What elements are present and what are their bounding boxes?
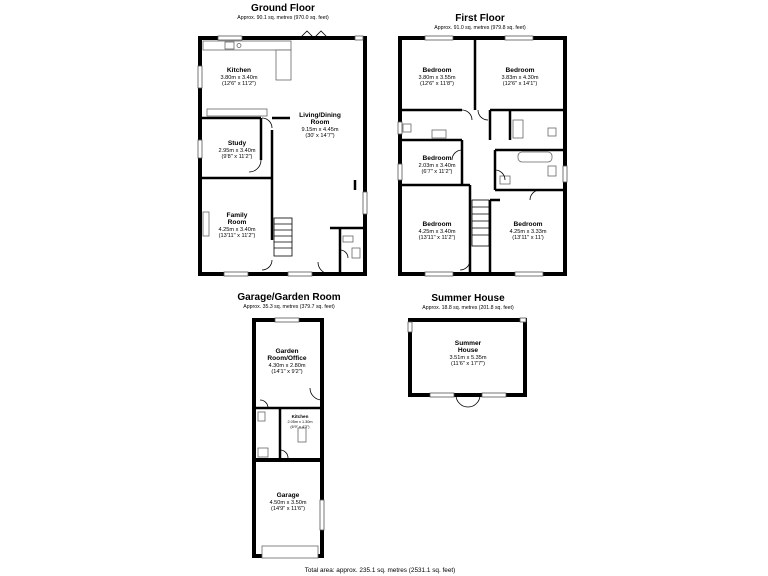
svg-text:Kitchen: Kitchen bbox=[226, 67, 252, 74]
svg-text:Kitchen: Kitchen bbox=[291, 414, 309, 419]
window bbox=[505, 36, 533, 40]
ground-floor-area: Approx. 90.1 sq. metres (970.0 sq. feet) bbox=[237, 15, 329, 21]
first-floor-title: First Floor bbox=[455, 13, 505, 24]
svg-text:(30' x 14'7"): (30' x 14'7") bbox=[305, 133, 335, 139]
door-swing bbox=[249, 160, 261, 172]
total-area: Total area: approx. 235.1 sq. metres (2531.1 sq. feet) bbox=[304, 567, 456, 574]
garage-garden-title: Garage/Garden Room bbox=[237, 292, 341, 303]
svg-text:Bedroom: Bedroom bbox=[513, 221, 543, 228]
window bbox=[520, 318, 526, 322]
svg-text:4.25m x 3.40m: 4.25m x 3.40m bbox=[418, 229, 456, 235]
svg-text:Garden: Garden bbox=[275, 348, 299, 355]
svg-text:Bedroom: Bedroom bbox=[422, 155, 452, 162]
window bbox=[398, 122, 402, 134]
garage-kitchen-label bbox=[287, 414, 312, 429]
window bbox=[430, 393, 454, 397]
svg-text:(13'11" x 11'2"): (13'11" x 11'2") bbox=[418, 235, 456, 241]
svg-text:4.25m x 3.40m: 4.25m x 3.40m bbox=[218, 227, 256, 233]
window bbox=[355, 36, 363, 40]
svg-text:Bedroom: Bedroom bbox=[422, 221, 452, 228]
window bbox=[408, 322, 412, 332]
window bbox=[363, 192, 367, 214]
window bbox=[198, 66, 202, 88]
svg-text:(9'8" x 11'2"): (9'8" x 11'2") bbox=[221, 154, 253, 160]
svg-text:9.15m x 4.45m: 9.15m x 4.45m bbox=[301, 127, 339, 133]
svg-text:2.05m x 1.30m: 2.05m x 1.30m bbox=[287, 420, 313, 424]
svg-text:4.50m x 3.50m: 4.50m x 3.50m bbox=[269, 500, 307, 506]
garage-door bbox=[262, 546, 318, 558]
window bbox=[482, 393, 506, 397]
svg-text:(6'7" x 11'2"): (6'7" x 11'2") bbox=[421, 169, 453, 175]
wc-toilet bbox=[352, 248, 360, 258]
basin bbox=[258, 412, 265, 421]
door-swing bbox=[262, 118, 272, 128]
svg-text:(13'11" x 11'): (13'11" x 11') bbox=[512, 235, 544, 241]
ff-bedroom-nw-label bbox=[419, 67, 456, 87]
toilet bbox=[548, 128, 556, 136]
window bbox=[425, 36, 453, 40]
shower bbox=[432, 130, 446, 138]
staircase bbox=[472, 200, 489, 246]
window bbox=[218, 36, 242, 40]
hob bbox=[237, 44, 241, 48]
ff-bedroom-sw-label bbox=[419, 221, 456, 241]
kitchen-sink bbox=[298, 428, 306, 442]
svg-text:4.30m x 2.80m: 4.30m x 2.80m bbox=[268, 363, 306, 369]
svg-text:Living/Dining: Living/Dining bbox=[299, 112, 341, 119]
svg-text:Bedroom: Bedroom bbox=[505, 67, 535, 74]
svg-text:4.25m x 3.33m: 4.25m x 3.33m bbox=[509, 229, 547, 235]
garage-garden-area: Approx. 35.3 sq. metres (379.7 sq. feet) bbox=[243, 304, 335, 310]
ff-bedroom-se-label bbox=[510, 221, 547, 241]
svg-text:(14'1" x 9'2"): (14'1" x 9'2") bbox=[271, 369, 303, 375]
gf-study-label bbox=[219, 140, 256, 160]
svg-text:(12'6" x 11'2"): (12'6" x 11'2") bbox=[222, 81, 256, 87]
svg-text:(6'9" x 4'3"): (6'9" x 4'3") bbox=[290, 425, 310, 429]
svg-text:Room: Room bbox=[310, 119, 330, 126]
gf-living-dining-label bbox=[299, 112, 341, 139]
svg-text:(11'6" x 17'7"): (11'6" x 17'7") bbox=[451, 361, 485, 367]
svg-text:3.51m x 5.35m: 3.51m x 5.35m bbox=[449, 355, 487, 361]
svg-text:Study: Study bbox=[227, 140, 247, 147]
staircase bbox=[274, 218, 292, 256]
kitchen-unit bbox=[207, 109, 267, 116]
window bbox=[425, 272, 453, 276]
toilet bbox=[258, 448, 268, 457]
svg-text:Garage: Garage bbox=[276, 492, 300, 499]
svg-text:(13'11" x 11'2"): (13'11" x 11'2") bbox=[218, 233, 256, 239]
svg-text:House: House bbox=[457, 347, 479, 354]
svg-text:3.80m x 3.55m: 3.80m x 3.55m bbox=[418, 75, 456, 81]
summer-house-label bbox=[450, 340, 487, 367]
door-swing bbox=[530, 190, 540, 200]
svg-text:(12'6" x 14'1"): (12'6" x 14'1") bbox=[502, 81, 538, 87]
door-swing bbox=[452, 150, 462, 160]
garden-room-label bbox=[267, 348, 307, 375]
ff-bedroom-ne-label bbox=[502, 67, 539, 87]
svg-text:(14'9" x 11'6"): (14'9" x 11'6") bbox=[271, 506, 305, 512]
shower bbox=[513, 120, 523, 138]
kitchen-worktop bbox=[203, 41, 291, 50]
window bbox=[398, 164, 402, 180]
svg-text:Bedroom: Bedroom bbox=[422, 67, 452, 74]
door-swing bbox=[460, 260, 470, 270]
bath bbox=[518, 152, 552, 162]
door-swing bbox=[478, 110, 488, 120]
window bbox=[224, 272, 248, 276]
kitchen-worktop bbox=[276, 50, 291, 80]
svg-text:(12'6" x 11'8"): (12'6" x 11'8") bbox=[420, 81, 454, 87]
garage-label bbox=[270, 492, 307, 512]
window bbox=[198, 140, 202, 158]
svg-text:Family: Family bbox=[226, 212, 248, 219]
svg-text:3.83m x 4.30m: 3.83m x 4.30m bbox=[501, 75, 539, 81]
toilet bbox=[548, 166, 556, 176]
svg-text:3.80m x 3.40m: 3.80m x 3.40m bbox=[220, 75, 258, 81]
svg-text:Summer: Summer bbox=[454, 340, 482, 347]
summer-house-title: Summer House bbox=[431, 293, 505, 304]
gf-family-room-label bbox=[219, 212, 256, 239]
summer-house-area: Approx. 18.8 sq. metres (201.8 sq. feet) bbox=[422, 305, 514, 311]
svg-text:2.95m x 3.40m: 2.95m x 3.40m bbox=[218, 148, 256, 154]
wc-basin bbox=[343, 236, 353, 242]
gf-kitchen-label bbox=[221, 67, 258, 87]
window bbox=[515, 272, 543, 276]
window bbox=[275, 318, 299, 322]
first-floor-area: Approx. 91.0 sq. metres (979.8 sq. feet) bbox=[434, 25, 526, 31]
fireplace bbox=[203, 212, 209, 236]
svg-text:Room: Room bbox=[227, 219, 247, 226]
basin bbox=[403, 124, 411, 132]
ff-bedroom-mid-label bbox=[419, 155, 456, 175]
svg-text:2.03m x 3.40m: 2.03m x 3.40m bbox=[418, 163, 456, 169]
door-swing bbox=[462, 110, 472, 120]
side-door bbox=[320, 500, 324, 530]
svg-text:Room/Office: Room/Office bbox=[267, 355, 307, 362]
window bbox=[563, 166, 567, 182]
kitchen-sink bbox=[225, 42, 234, 49]
ground-floor-title: Ground Floor bbox=[251, 3, 315, 14]
door-swing bbox=[262, 260, 272, 270]
window bbox=[288, 272, 312, 276]
